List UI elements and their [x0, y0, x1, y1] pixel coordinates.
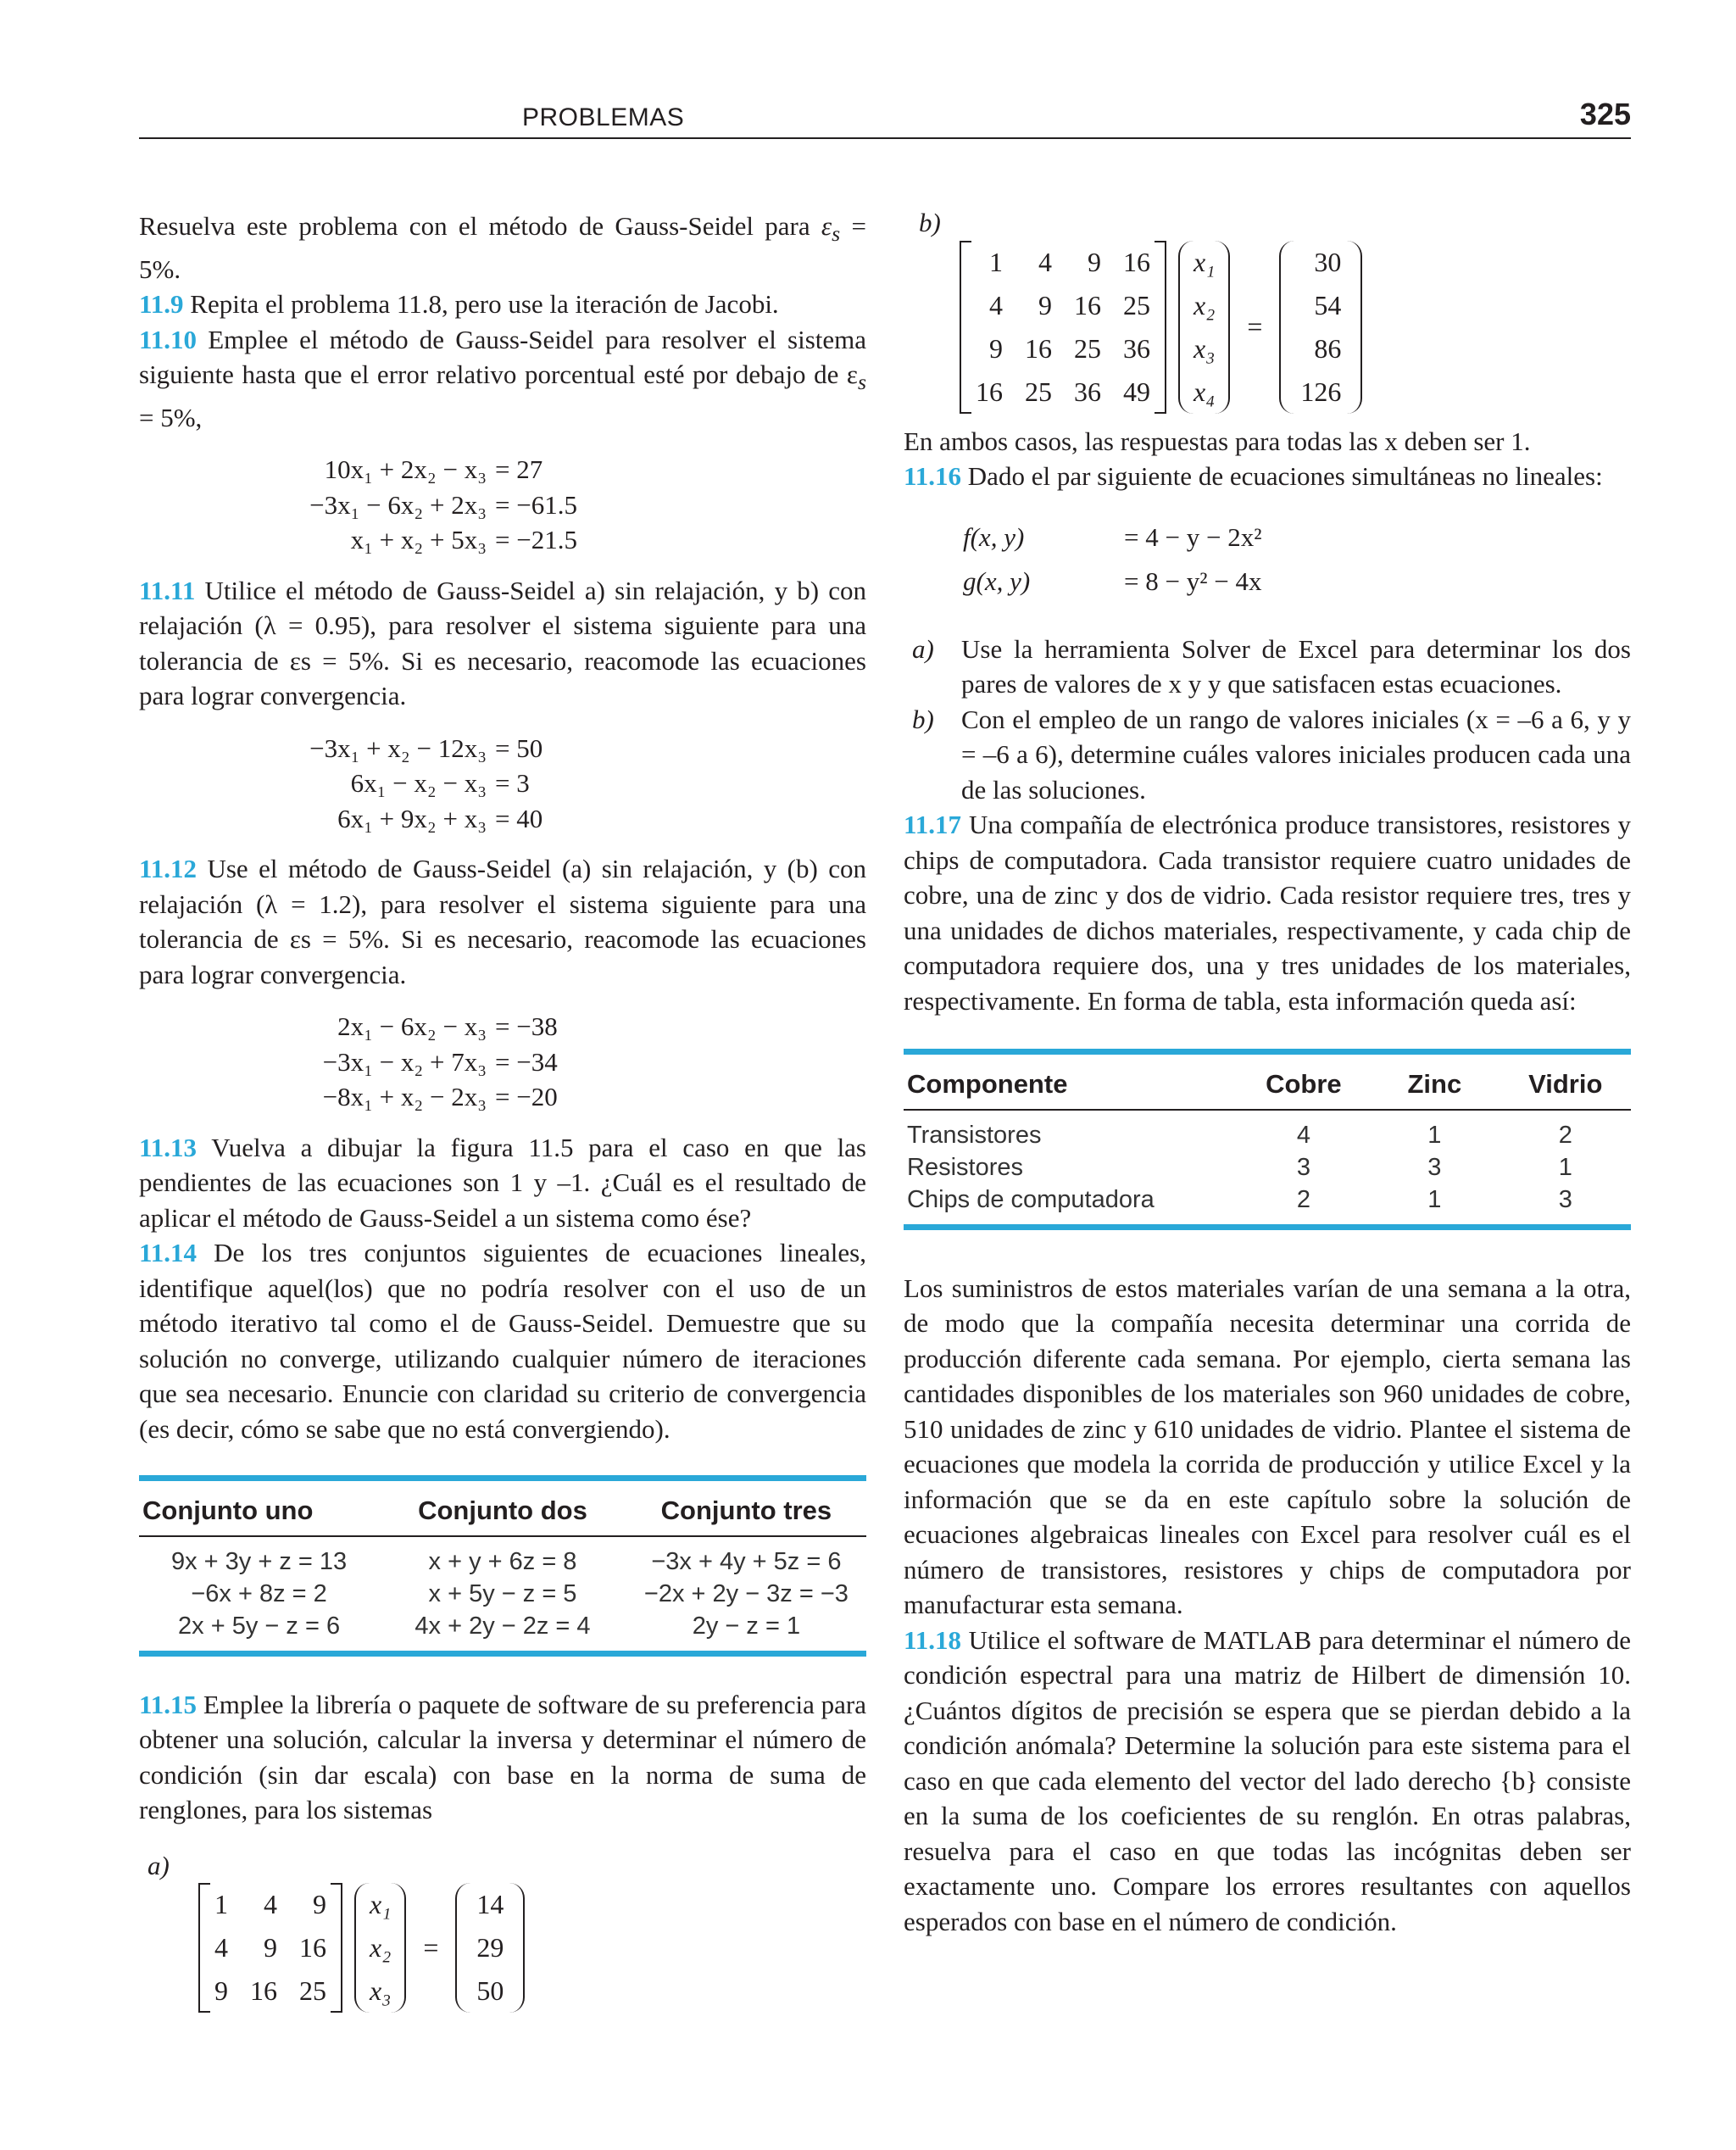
label-b: b) — [919, 208, 941, 237]
problem-11-18: 11.18 Utilice el software de MATLAB para determinar el número de condición espectral para una matriz de Hilbert de dimensión 10. ¿Cuántos dígitos de precisión se espera que se pierdan debido a la condición anómala? Determine la solución para este sistema para el caso en que cada elemento del vector del lado derecho {b} consiste en la suma de los coeficientes de su renglón. En otras palabras, resuelva para el caso en que todas las incógnitas deben ser exactamente uno. Compare los errores resultantes con aquellos esperados con base en el número de condición. — [904, 1624, 1631, 1936]
column-header: Conjunto uno — [139, 1479, 379, 1536]
problem-11-9: 11.9 Repita el problema 11.8, pero use la iteración de Jacobi. — [139, 289, 779, 320]
equation-row: 2x₁ − 6x₂ − x₃ = −38 — [337, 1011, 558, 1042]
page-number: 325 — [1579, 97, 1631, 131]
equation-row: f(x, y) = 4 − y − 2x² — [963, 521, 1262, 552]
equation-row: −3x₁ + x₂ − 12x₃ = 50 — [309, 732, 543, 763]
problem-11-14: 11.14 De los tres conjuntos siguientes de ecuaciones lineales, identifique aquel(los) que no podría resolver con el uso de un método iterativo tal como el de Gauss-Seidel. Demuestre que su solución no converge, utilizando cualquier número de iteraciones que sea necesario. Enuncie con claridad su criterio de convergencia (es decir, cómo se sabe que no está convergiendo). — [139, 1238, 866, 1444]
column-header: Componente — [904, 1052, 1238, 1110]
table-row: Resistores 3 3 1 — [907, 1153, 1572, 1181]
item-a: a) Use la herramienta Solver de Excel para determinar los dos pares de valores de x y y que satisfacen estas ecuaciones. — [912, 633, 1631, 699]
page-header — [139, 95, 1631, 139]
table-header-row — [904, 1052, 1631, 1110]
table-header-row — [139, 1479, 866, 1536]
table-row: 9x + 3y + z = 13 x + y + 6z = 8 −3x + 4y + 5z = 6 — [170, 1547, 842, 1575]
equation-row: 6x₁ − x₂ − x₃ = 3 — [350, 768, 530, 799]
table-row: −6x + 8z = 2 x + 5y − z = 5 −2x + 2y − 3z = −3 — [191, 1579, 849, 1607]
table-row: Transistores 4 1 2 — [907, 1121, 1572, 1149]
matrix-system-a — [198, 1883, 866, 2013]
problem-11-13: 11.13 Vuelva a dibujar la figura 11.5 para el caso en que las pendientes de las ecuaciones son 1 y –1. ¿Cuál es el resultado de aplicar el método de Gauss-Seidel a un sistema como ése? — [139, 1132, 866, 1233]
label-a: a) — [147, 1850, 170, 1880]
column-header: Conjunto dos — [379, 1479, 626, 1536]
both-cases-note: En ambos casos, las respuestas para todas las x deben ser 1. — [904, 426, 1531, 456]
rhs-vector: 14 29 50 — [455, 1883, 525, 2013]
equation-sets-table — [139, 1475, 866, 1657]
equation-system-11-11 — [139, 731, 866, 837]
nonlinear-equations — [904, 520, 1631, 608]
equation-row: g(x, y) = 8 − y² − 4x — [963, 565, 1262, 596]
problem-11-11: 11.11 Utilice el método de Gauss-Seidel a) sin relajación, y b) con relajación (λ = 0.95), para resolver el sistema siguiente para una tolerancia de εs = 5%. Si es necesario, reacomode las ecuaciones para lograr convergencia. — [139, 575, 866, 711]
column-header: Cobre — [1238, 1052, 1369, 1110]
equals-sign: = — [1247, 310, 1263, 342]
column-header: Vidrio — [1500, 1052, 1631, 1110]
equation-row: −3x₁ − 6x₂ + 2x₃ = −61.5 — [309, 489, 577, 520]
coefficient-matrix: 1 4 9 16 4 9 16 25 9 16 25 36 16 25 36 49 — [960, 241, 1166, 414]
running-title: PROBLEMAS — [522, 103, 685, 131]
unknowns-vector: x₁ x₂ x₃ x₄ — [1178, 241, 1230, 414]
item-b: b) Con el empleo de un rango de valores iniciales (x = –6 a 6, y y = –6 a 6), determine cuáles valores iniciales producen cada una de las soluciones. — [912, 704, 1631, 805]
table-row: Chips de computadora 2 1 3 — [907, 1185, 1572, 1213]
problem-11-10: 11.10 Emplee el método de Gauss-Seidel para resolver el sistema siguiente hasta que el error relativo porcentual esté por debajo de $\varepsilon_s = 5\%$, — [139, 324, 866, 432]
equation-system-11-10 — [139, 452, 866, 558]
intro-paragraph: Resuelva este problema con el método de Gauss-Seidel para $\varepsilon_s = 5\%$. — [139, 211, 866, 284]
column-header: Zinc — [1369, 1052, 1500, 1110]
coefficient-matrix: 1 4 9 4 9 16 9 16 25 — [198, 1883, 342, 2013]
equation-row: 10x₁ + 2x₂ − x₃ = 27 — [324, 454, 543, 485]
equals-sign: = — [423, 1932, 439, 1963]
unknowns-vector: x₁ x₂ x₃ — [354, 1883, 406, 2013]
problem-11-16: 11.16 Dado el par siguiente de ecuaciones simultáneas no lineales: — [904, 461, 1603, 491]
equation-row: −3x₁ − x₂ + 7x₃ = −34 — [322, 1046, 558, 1077]
components-table — [904, 1049, 1631, 1230]
equation-row: −8x₁ + x₂ − 2x₃ = −20 — [322, 1082, 558, 1112]
supplies-paragraph: Los suministros de estos materiales varían de una semana a la otra, de modo que la compañía necesita determinar una corrida de producción diferente cada semana. Por ejemplo, cierta semana las cantidades disponibles de los materiales son 960 unidades de cobre, 510 unidades de zinc y 610 unidades de vidrio. Plantee el sistema de ecuaciones que modela la corrida de producción y utilice Excel y la información que se da en este capítulo sobre la solución de ecuaciones algebraicas lineales con Excel para resolver cuál es el número de transistores, resistores y chips de computadora por manufacturar esta semana. — [904, 1273, 1631, 1619]
equation-row: 6x₁ + 9x₂ + x₃ = 40 — [337, 803, 543, 833]
equation-row: x₁ + x₂ + 5x₃ = −21.5 — [350, 525, 577, 555]
equation-system-11-12 — [139, 1009, 866, 1115]
left-column — [139, 209, 866, 2013]
rhs-vector: 30 54 86 126 — [1279, 241, 1362, 414]
problem-11-17: 11.17 Una compañía de electrónica produce transistores, resistores y chips de computadora. Cada transistor requiere cuatro unidades de cobre, una de zinc y dos de vidrio. Cada resistor requiere tres, tres y una unidades de dichos materiales, respectivamente, y cada chip de computadora requiere dos, una y tres unidades de los materiales, respectivamente. En forma de tabla, esta información queda así: — [904, 810, 1631, 1016]
column-header: Conjunto tres — [626, 1479, 866, 1536]
problem-11-15: 11.15 Emplee la librería o paquete de software de su preferencia para obtener una solución, calcular la inversa y determinar el número de condición (sin dar escala) con base en la norma de suma de renglones, para los sistemas — [139, 1689, 866, 1825]
table-row: 2x + 5y − z = 6 4x + 2y − 2z = 4 2y − z = 1 — [178, 1612, 801, 1640]
right-column — [904, 209, 1631, 1939]
matrix-system-b — [960, 241, 1631, 414]
problem-11-12: 11.12 Use el método de Gauss-Seidel (a) sin relajación, y (b) con relajación (λ = 1.2), para resolver el sistema siguiente para una tolerancia de εs = 5%. Si es necesario, reacomode las ecuaciones para lograr convergencia. — [139, 854, 866, 989]
